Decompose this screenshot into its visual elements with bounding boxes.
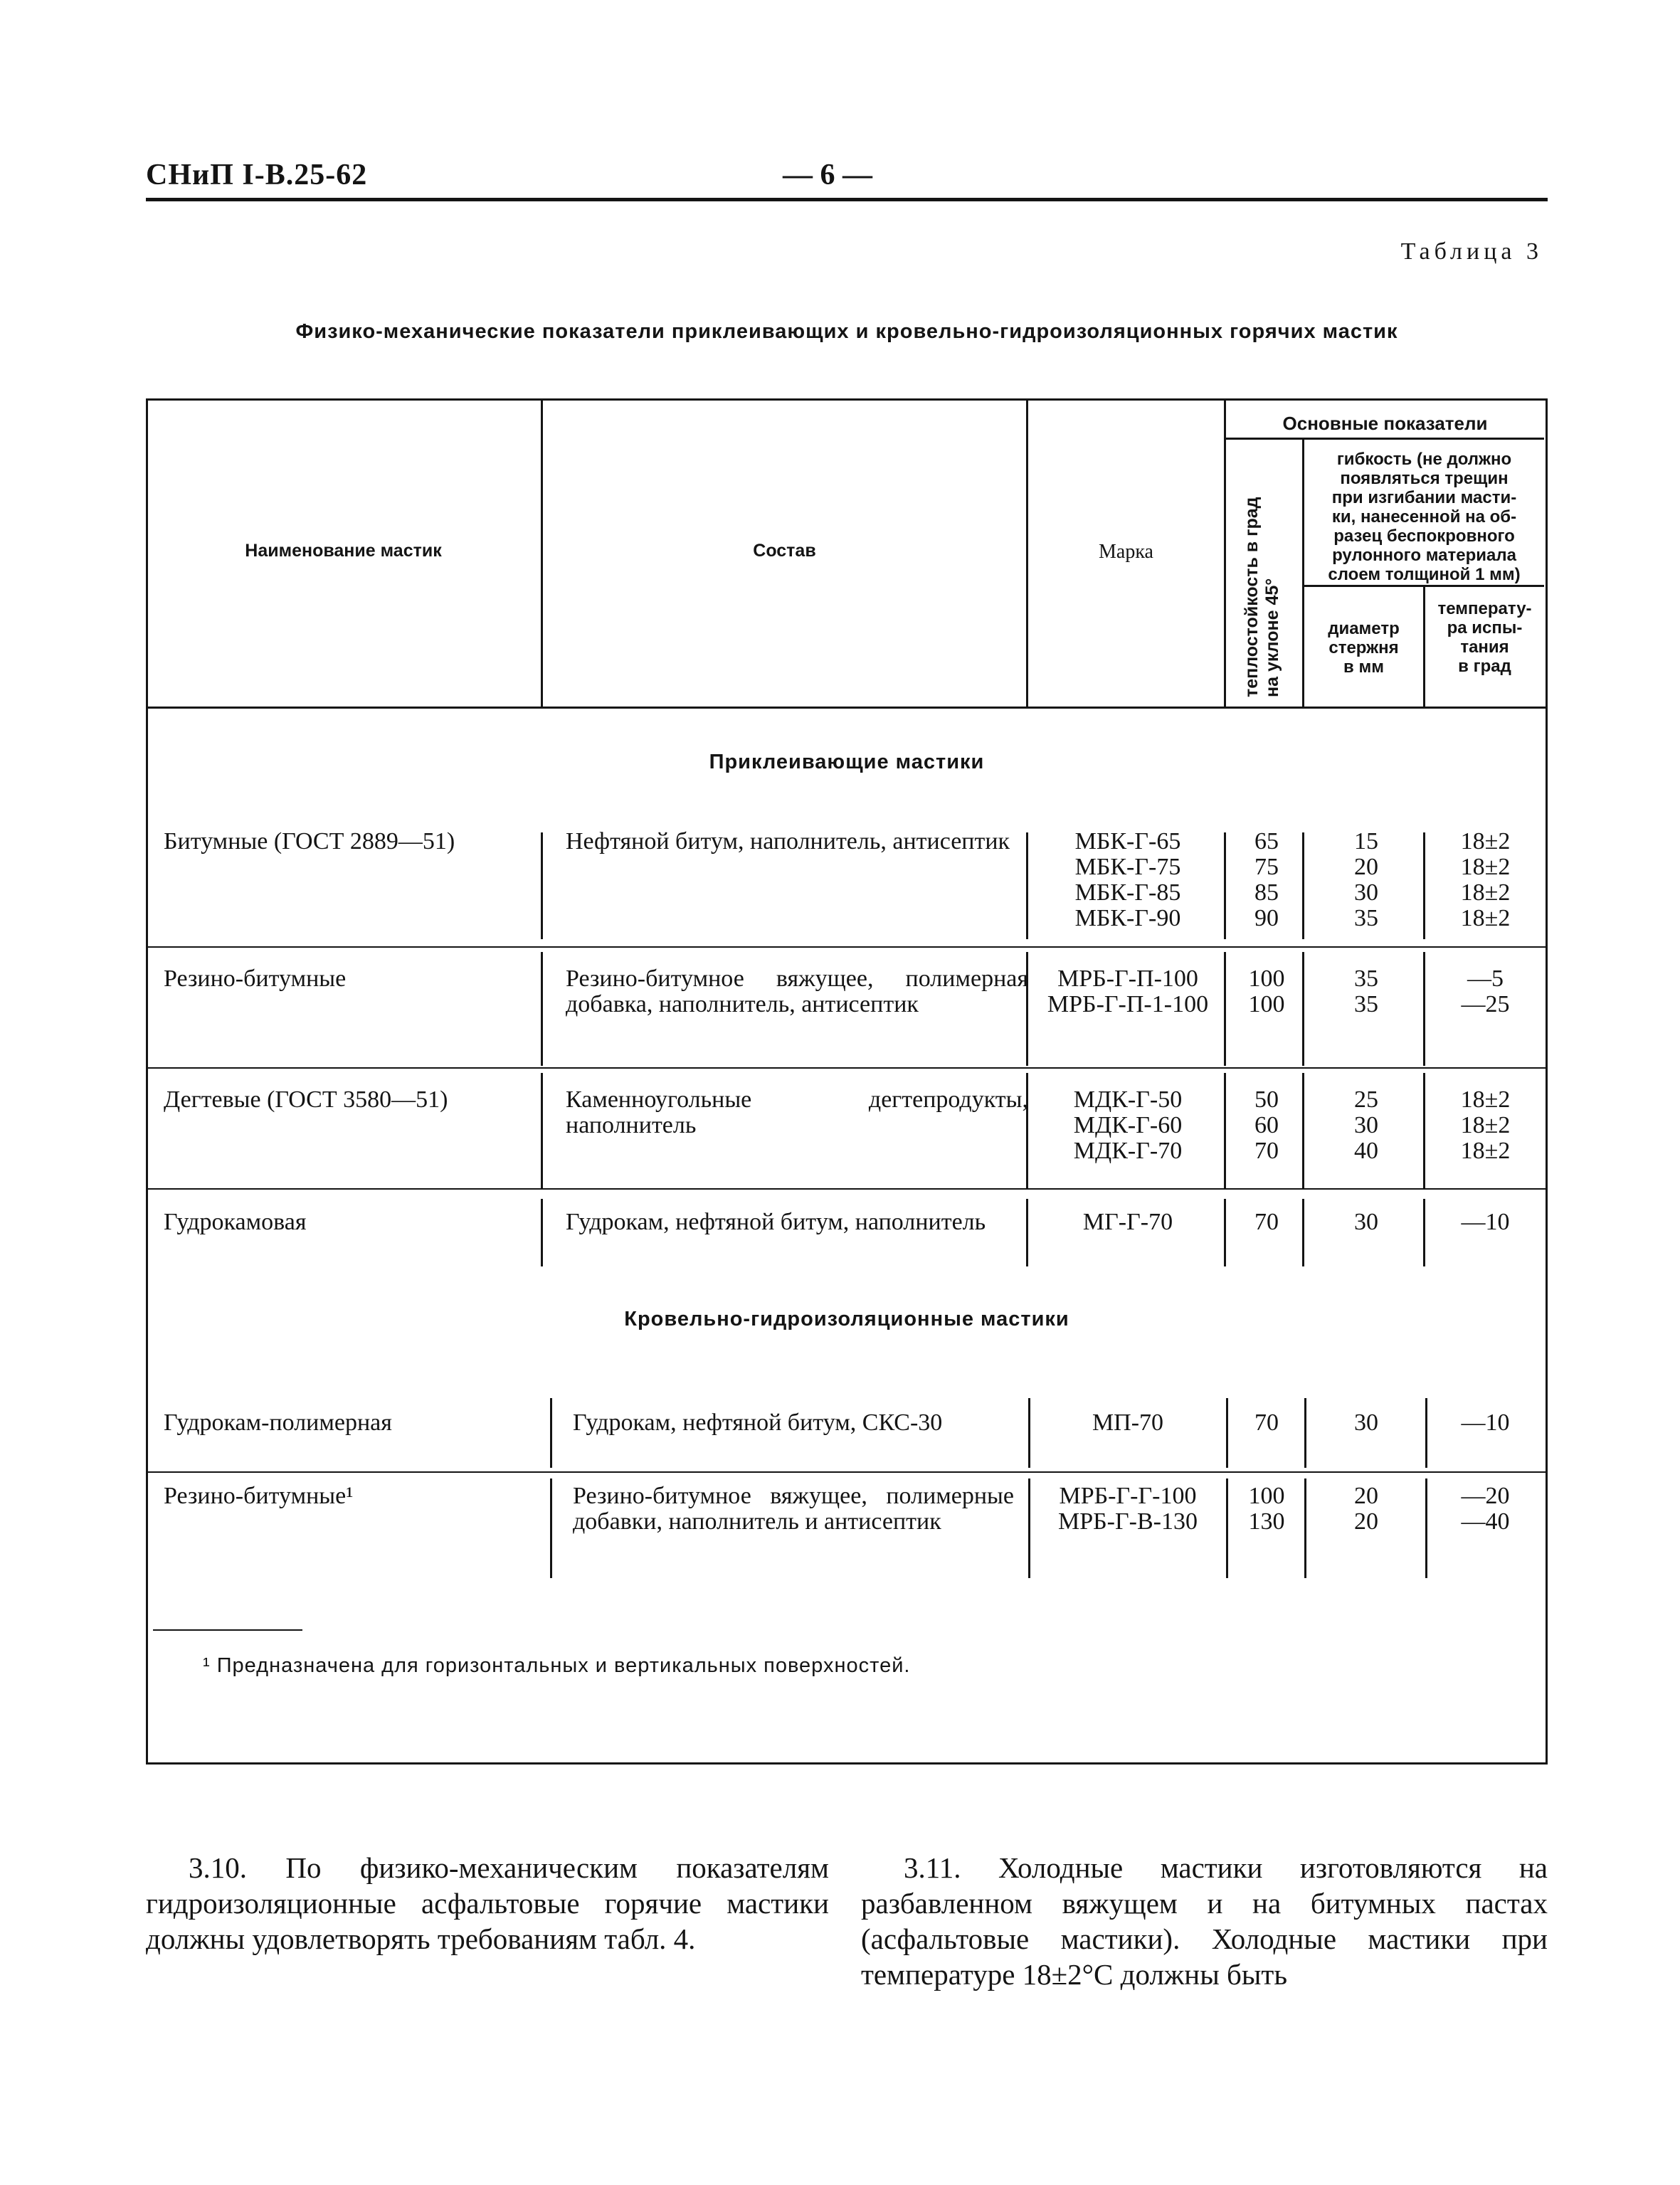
row-divider (541, 1073, 543, 1188)
paragraph-number: 3.10. (189, 1851, 247, 1884)
col-header-mark: Марка (1099, 541, 1153, 563)
row-divider (550, 1398, 552, 1468)
table-row-name: Гудрокам-полимерная (164, 1409, 392, 1436)
table-row-diameter (1306, 966, 1427, 1017)
table-row-heat (1227, 966, 1306, 1017)
temperature-value: 18±2 (1460, 879, 1511, 906)
table-row-composition: Резино-битумное вяжущее, полимерная добавка, наполнитель, антисептик (566, 965, 1028, 1017)
table-row-composition: Резино-битумное вяжущее, полимерные добавки, наполнитель и антисептик (573, 1483, 1014, 1535)
col-header-name: Наименование мастик (245, 541, 442, 561)
table-row-temperature (1427, 966, 1544, 1017)
table-row-diameter (1306, 1087, 1427, 1164)
row-rule (146, 946, 1548, 948)
paragraph-3-10 (146, 1850, 829, 1957)
footnote-rule (153, 1629, 302, 1631)
table-row-temperature (1427, 1483, 1544, 1535)
mark-value: МДК-Г-60 (1073, 1112, 1183, 1138)
header-divider (1224, 398, 1226, 708)
diameter-value: 35 (1354, 965, 1378, 992)
mark-value: МРБ-Г-В-130 (1058, 1508, 1198, 1535)
table-row-marks (1032, 1210, 1224, 1235)
row-divider (1224, 952, 1226, 1066)
table-row-marks (1032, 1087, 1224, 1164)
temperature-value: 18±2 (1460, 1138, 1511, 1164)
diameter-value: 35 (1354, 991, 1378, 1017)
heat-value: 70 (1254, 1409, 1279, 1436)
row-divider (1224, 1073, 1226, 1188)
heat-value: 70 (1254, 1209, 1279, 1235)
row-divider (541, 952, 543, 1066)
table-row-name: Дегтевые (ГОСТ 3580—51) (164, 1086, 448, 1113)
table-row-composition: Каменноугольные дегтепродукты, наполнитель (566, 1086, 1028, 1138)
mark-value: МБК-Г-85 (1074, 879, 1181, 906)
row-rule (146, 1471, 1548, 1473)
heat-header-line: теплостойкость в град (1242, 497, 1262, 697)
diameter-value: 40 (1354, 1138, 1378, 1164)
table-row-diameter (1306, 1410, 1427, 1436)
mark-value: МДК-Г-50 (1073, 1086, 1183, 1113)
table-row-heat (1227, 829, 1306, 931)
table-row-name: Гудрокамовая (164, 1209, 307, 1235)
table-row-heat (1227, 1087, 1306, 1164)
temperature-value: —10 (1461, 1409, 1510, 1436)
diam-header-line: в мм (1343, 657, 1384, 677)
temperature-value: —40 (1461, 1508, 1510, 1535)
table-row-name: Резино-битумные¹ (164, 1483, 354, 1509)
table-top-border (146, 398, 1548, 401)
diameter-value: 20 (1354, 1508, 1378, 1535)
col-header-temperature (1425, 599, 1544, 676)
temp-header-line: тания (1460, 637, 1509, 657)
table-row-heat (1227, 1410, 1306, 1436)
temperature-value: 18±2 (1460, 828, 1511, 855)
table-left-border (146, 398, 148, 1765)
section-heading: Кровельно-гидроизоляционные мастики (624, 1308, 1069, 1330)
heat-value: 100 (1248, 965, 1285, 992)
row-rule (146, 1067, 1548, 1069)
header-divider (1224, 438, 1544, 440)
table-number: Таблица 3 (1400, 238, 1543, 265)
diameter-value: 15 (1354, 828, 1378, 855)
mark-value: МГ-Г-70 (1082, 1209, 1173, 1235)
temperature-value: 18±2 (1460, 1086, 1511, 1113)
table-row-name: Битумные (ГОСТ 2889—51) (164, 828, 455, 855)
table-row-temperature (1427, 829, 1544, 931)
heat-value: 100 (1248, 991, 1285, 1017)
table-row-marks (1032, 1483, 1224, 1535)
diameter-value: 30 (1354, 879, 1378, 906)
table-row-diameter (1306, 829, 1427, 931)
table-bottom-border (146, 1762, 1548, 1765)
page-number: — 6 — (783, 159, 872, 191)
table-row-marks (1032, 829, 1224, 931)
heat-header-line: на уклоне 45° (1262, 578, 1282, 697)
row-divider (1224, 1199, 1226, 1266)
document-code: СНиП I-В.25-62 (146, 159, 368, 191)
diameter-value: 30 (1354, 1112, 1378, 1138)
table-row-composition: Нефтяной битум, наполнитель, антисептик (566, 828, 1010, 855)
col-header-flex (1304, 450, 1544, 584)
heat-value: 60 (1254, 1112, 1279, 1138)
row-divider (1028, 1478, 1030, 1578)
table-row-heat (1227, 1210, 1306, 1235)
paragraph-text: По физико-механическим показателям гидроизоляционные асфальтовые горячие мастики должны удовлетворять требованиям табл. 4. (146, 1851, 829, 1955)
temp-header-line: в град (1458, 657, 1511, 676)
temperature-value: —25 (1461, 991, 1510, 1017)
flex-header-line: при изгибании масти- (1331, 488, 1517, 507)
table-row-composition: Гудрокам, нефтяной битум, наполнитель (566, 1209, 986, 1235)
row-divider (1028, 1398, 1030, 1468)
temperature-value: 18±2 (1460, 1112, 1511, 1138)
table-row-temperature (1427, 1087, 1544, 1164)
mark-value: МДК-Г-70 (1073, 1138, 1183, 1164)
col-header-main: Основные показатели (1282, 413, 1488, 434)
table-row-temperature (1427, 1210, 1544, 1235)
flex-header-line: рулонного материала (1332, 546, 1516, 565)
mark-value: МП-70 (1092, 1409, 1164, 1436)
mark-value: МБК-Г-65 (1074, 828, 1181, 855)
section-heading: Приклеивающие мастики (709, 751, 985, 773)
paragraph-number: 3.11. (904, 1851, 961, 1884)
temp-header-line: температу- (1437, 599, 1532, 618)
table-right-border (1546, 398, 1548, 1765)
table-title: Физико-механические показатели приклеивающих и кровельно-гидроизоляционных горячих мастик (295, 320, 1398, 343)
mark-value: МРБ-Г-П-1-100 (1047, 991, 1209, 1017)
table-row-marks (1032, 966, 1224, 1017)
row-divider (550, 1478, 552, 1578)
heat-value: 100 (1248, 1483, 1285, 1509)
mark-value: МБК-Г-75 (1074, 854, 1181, 880)
mark-value: МРБ-Г-Г-100 (1059, 1483, 1197, 1509)
flex-header-line: гибкость (не должно (1336, 450, 1512, 469)
diameter-value: 35 (1354, 905, 1378, 931)
temperature-value: —5 (1467, 965, 1504, 992)
heat-value: 65 (1254, 828, 1279, 855)
diameter-value: 20 (1354, 854, 1378, 880)
flex-header-line: ки, нанесенной на об- (1331, 507, 1517, 527)
temp-header-line: ра испы- (1447, 618, 1523, 637)
mark-value: МРБ-Г-П-100 (1057, 965, 1198, 992)
flex-header-line: слоем толщиной 1 мм) (1328, 565, 1521, 584)
temperature-value: 18±2 (1460, 905, 1511, 931)
diam-header-line: диаметр (1328, 619, 1400, 638)
diam-header-line: стержня (1328, 638, 1399, 657)
row-rule (146, 1188, 1548, 1190)
heat-value: 50 (1254, 1086, 1279, 1113)
table-3 (146, 398, 1548, 1765)
diameter-value: 25 (1354, 1086, 1378, 1113)
temperature-value: —10 (1461, 1209, 1510, 1235)
footnote: ¹ Предназначена для горизонтальных и вертикальных поверхностей. (203, 1654, 911, 1677)
diameter-value: 30 (1354, 1209, 1378, 1235)
flex-header-line: разец беспокровного (1333, 527, 1515, 546)
row-divider (541, 1199, 543, 1266)
flex-header-line: появляться трещин (1340, 469, 1509, 488)
temperature-value: 18±2 (1460, 854, 1511, 880)
table-row-composition: Гудрокам, нефтяной битум, СКС-30 (573, 1409, 943, 1436)
temperature-value: —20 (1461, 1483, 1510, 1509)
table-row-temperature (1427, 1410, 1544, 1436)
diameter-value: 20 (1354, 1483, 1378, 1509)
header-rule (146, 198, 1548, 201)
col-header-diameter (1304, 619, 1423, 677)
heat-value: 85 (1254, 879, 1279, 906)
mark-value: МБК-Г-90 (1074, 905, 1181, 931)
table-row-marks (1032, 1410, 1224, 1436)
table-row-diameter (1306, 1483, 1427, 1535)
row-divider (1224, 832, 1226, 939)
heat-value: 70 (1254, 1138, 1279, 1164)
heat-value: 130 (1248, 1508, 1285, 1535)
header-bottom-rule (146, 707, 1548, 709)
table-row-heat (1227, 1483, 1306, 1535)
table-row-diameter (1306, 1210, 1427, 1235)
heat-value: 90 (1254, 905, 1279, 931)
heat-value: 75 (1254, 854, 1279, 880)
row-divider (541, 832, 543, 939)
paragraph-3-11 (861, 1850, 1548, 1992)
table-row-name: Резино-битумные (164, 965, 347, 992)
paragraph-text: Холодные мастики изготовляются на разбавленном вяжущем и на битумных пастах (асфальтовые мастики). Холодные мастики при температуре 18±2°С должны быть (861, 1851, 1548, 1991)
col-header-heat (1242, 497, 1283, 697)
diameter-value: 30 (1354, 1409, 1378, 1436)
col-header-composition: Состав (753, 541, 816, 561)
